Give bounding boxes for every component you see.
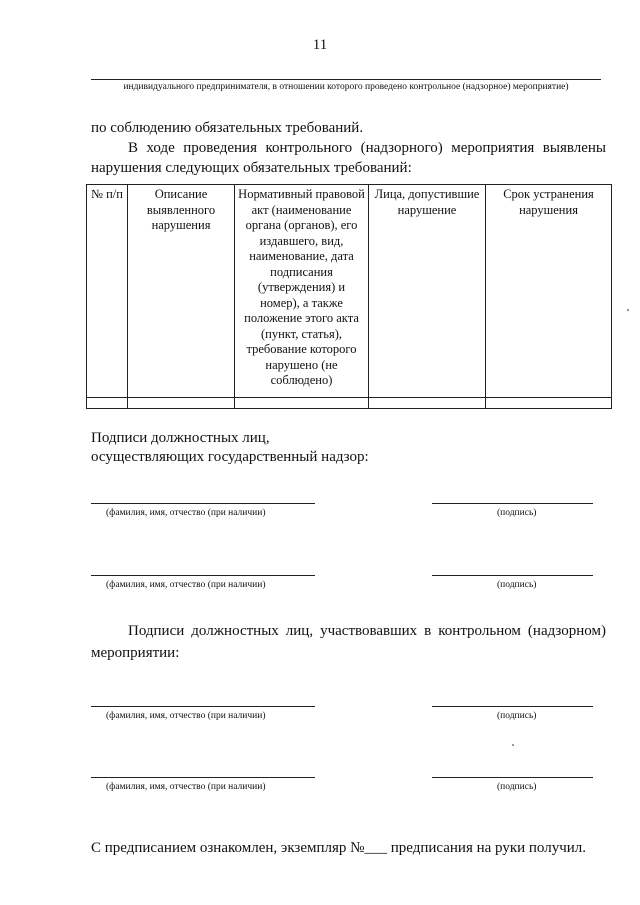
name-caption: (фамилия, имя, отчество (при наличии) [106,508,266,518]
table-header-cell: № п/п [87,185,128,398]
name-caption: (фамилия, имя, отчество (при наличии) [106,580,266,590]
signature-caption: (подпись) [497,508,537,518]
section2-paragraph: Подписи должностных лиц, участвовавших в контрольном (надзорном) мероприятии: [91,623,606,661]
section1-title-line1: Подписи должностных лиц, [91,430,270,446]
acknowledgement-text: С предписанием ознакомлен, экземпляр №___ предписания на руки получил. [91,840,587,856]
header-caption: индивидуального предпринимателя, в отношении которого проведено контрольное (надзорное) мероприятие) [123,82,569,92]
signature-caption: (подпись) [497,782,537,792]
signature-line [432,777,593,778]
table-cell [87,398,128,409]
section1-title-line2: осуществляющих государственный надзор: [91,449,369,465]
name-signature-line [91,575,315,576]
violations-table [86,184,612,409]
signature-line [432,503,593,504]
text-paragraph-violations: В ходе проведения контрольного (надзорного) мероприятия выявлены нарушения следующих обязательных требований: [91,140,606,176]
table-header-cell: Срок устранения нарушения [486,185,612,398]
table-header-cell: Лица, допустившие нарушение [369,185,486,398]
page-number: 11 [312,37,328,53]
signature-line [432,706,593,707]
text-line-requirements: по соблюдению обязательных требований. [91,120,364,136]
table-header-row [87,185,612,398]
table-cell [128,398,235,409]
name-caption: (фамилия, имя, отчество (при наличии) [106,782,266,792]
name-signature-line [91,706,315,707]
name-signature-line [91,503,315,504]
table-header-cell: Описание выявленного нарушения [128,185,235,398]
scan-speck [627,309,629,311]
signature-caption: (подпись) [497,580,537,590]
table-cell [369,398,486,409]
table-row [87,398,612,409]
scan-speck [512,744,514,746]
name-caption: (фамилия, имя, отчество (при наличии) [106,711,266,721]
name-signature-line [91,777,315,778]
table-header-cell: Нормативный правовой акт (наименование органа (органов), его издавшего, вид, наименование, дата подписания (утверждения) и номер), а также положение этого акта (пункт, статья), требование которого нарушено (не соблюдено) [235,185,369,398]
table-cell [235,398,369,409]
header-underline [91,79,601,80]
signature-line [432,575,593,576]
table-cell [486,398,612,409]
signature-caption: (подпись) [497,711,537,721]
